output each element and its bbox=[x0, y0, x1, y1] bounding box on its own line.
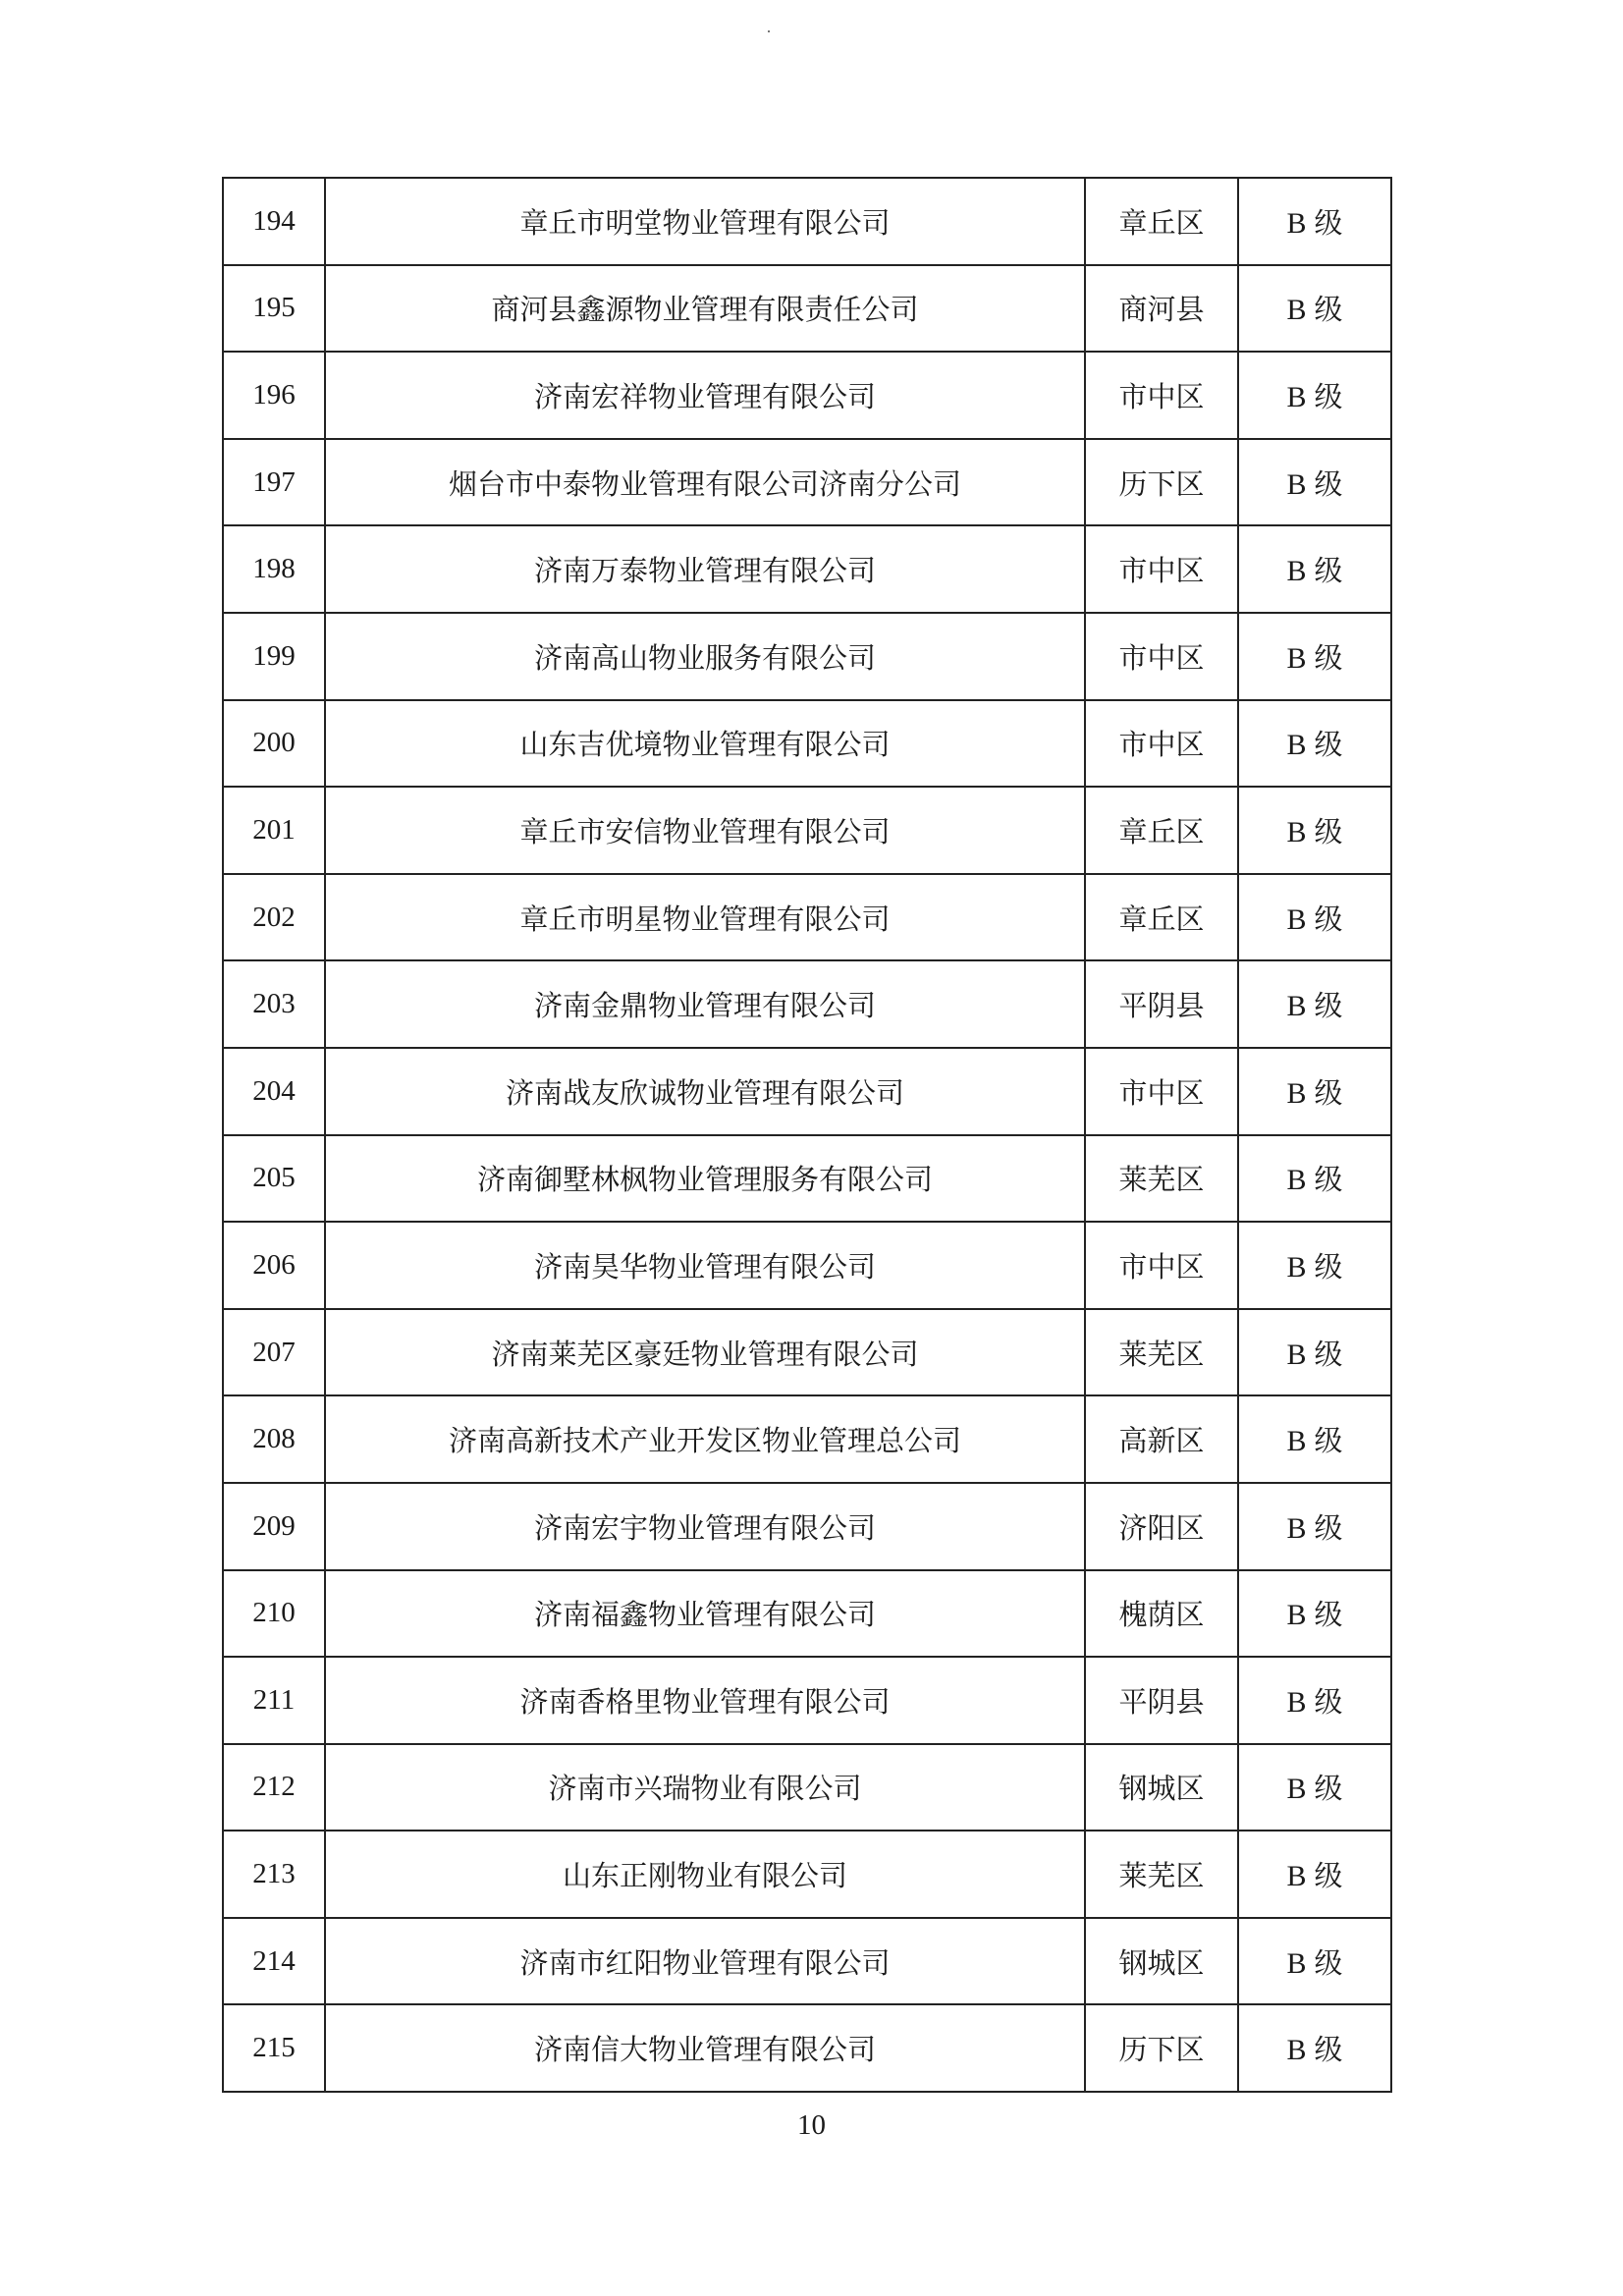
district: 平阴县 bbox=[1085, 960, 1238, 1048]
grade-suffix: 级 bbox=[1314, 1075, 1343, 1110]
grade-letter: B bbox=[1286, 1511, 1307, 1545]
grade-letter: B bbox=[1286, 1164, 1307, 1197]
grade bbox=[1238, 700, 1391, 788]
grade-suffix: 级 bbox=[1314, 379, 1343, 413]
grade-suffix: 级 bbox=[1314, 466, 1343, 501]
row-number: 208 bbox=[223, 1395, 325, 1483]
grade-suffix: 级 bbox=[1314, 902, 1343, 936]
grade-suffix: 级 bbox=[1314, 1772, 1343, 1806]
grade bbox=[1238, 1744, 1391, 1831]
district: 市中区 bbox=[1085, 525, 1238, 613]
grade-suffix: 级 bbox=[1314, 640, 1343, 675]
company-name: 山东正刚物业有限公司 bbox=[325, 1831, 1085, 1918]
table-row bbox=[223, 1048, 1391, 1135]
grade bbox=[1238, 2004, 1391, 2092]
table-row bbox=[223, 787, 1391, 874]
grade bbox=[1238, 525, 1391, 613]
grade-suffix: 级 bbox=[1314, 814, 1343, 848]
row-number: 196 bbox=[223, 352, 325, 439]
row-number: 199 bbox=[223, 613, 325, 700]
district: 章丘区 bbox=[1085, 178, 1238, 265]
table-row bbox=[223, 265, 1391, 353]
row-number: 195 bbox=[223, 265, 325, 353]
grade bbox=[1238, 178, 1391, 265]
table-row bbox=[223, 1135, 1391, 1223]
grade-suffix: 级 bbox=[1314, 205, 1343, 240]
district: 莱芜区 bbox=[1085, 1309, 1238, 1396]
district: 济阳区 bbox=[1085, 1483, 1238, 1570]
grade-suffix: 级 bbox=[1314, 554, 1343, 588]
company-name: 济南金鼎物业管理有限公司 bbox=[325, 960, 1085, 1048]
grade-suffix: 级 bbox=[1314, 1337, 1343, 1371]
district: 莱芜区 bbox=[1085, 1831, 1238, 1918]
company-name: 济南高新技术产业开发区物业管理总公司 bbox=[325, 1395, 1085, 1483]
grade bbox=[1238, 613, 1391, 700]
grade-letter: B bbox=[1286, 467, 1307, 501]
scan-speck bbox=[768, 30, 770, 32]
row-number: 198 bbox=[223, 525, 325, 613]
district: 商河县 bbox=[1085, 265, 1238, 353]
grade-letter: B bbox=[1286, 555, 1307, 588]
grade bbox=[1238, 1483, 1391, 1570]
table-body bbox=[223, 178, 1391, 2092]
grade-letter: B bbox=[1286, 1685, 1307, 1719]
row-number: 200 bbox=[223, 700, 325, 788]
page-number: 10 bbox=[797, 2109, 826, 2141]
district: 高新区 bbox=[1085, 1395, 1238, 1483]
row-number: 203 bbox=[223, 960, 325, 1048]
district: 历下区 bbox=[1085, 439, 1238, 526]
table-row bbox=[223, 1483, 1391, 1570]
grade bbox=[1238, 874, 1391, 961]
grade-letter: B bbox=[1286, 1338, 1307, 1371]
grade bbox=[1238, 1918, 1391, 2005]
grade-suffix: 级 bbox=[1314, 989, 1343, 1023]
table-row bbox=[223, 1657, 1391, 1744]
company-name: 章丘市明星物业管理有限公司 bbox=[325, 874, 1085, 961]
company-name: 商河县鑫源物业管理有限责任公司 bbox=[325, 265, 1085, 353]
table-row bbox=[223, 2004, 1391, 2092]
table-row bbox=[223, 613, 1391, 700]
company-name: 章丘市安信物业管理有限公司 bbox=[325, 787, 1085, 874]
district: 钢城区 bbox=[1085, 1744, 1238, 1831]
grade bbox=[1238, 1570, 1391, 1658]
company-name: 济南万泰物业管理有限公司 bbox=[325, 525, 1085, 613]
row-number: 197 bbox=[223, 439, 325, 526]
grade-letter: B bbox=[1286, 990, 1307, 1023]
table-row bbox=[223, 525, 1391, 613]
district: 历下区 bbox=[1085, 2004, 1238, 2092]
grade-letter: B bbox=[1286, 294, 1307, 327]
table-row bbox=[223, 1831, 1391, 1918]
company-name: 山东吉优境物业管理有限公司 bbox=[325, 700, 1085, 788]
company-name: 烟台市中泰物业管理有限公司济南分公司 bbox=[325, 439, 1085, 526]
grade-letter: B bbox=[1286, 815, 1307, 848]
table-row bbox=[223, 352, 1391, 439]
company-name: 济南高山物业服务有限公司 bbox=[325, 613, 1085, 700]
grade-letter: B bbox=[1286, 1860, 1307, 1893]
table-row bbox=[223, 1918, 1391, 2005]
district: 市中区 bbox=[1085, 700, 1238, 788]
district: 市中区 bbox=[1085, 1222, 1238, 1309]
row-number: 212 bbox=[223, 1744, 325, 1831]
grade-letter: B bbox=[1286, 380, 1307, 413]
grade-suffix: 级 bbox=[1314, 1859, 1343, 1893]
company-name: 济南市兴瑞物业有限公司 bbox=[325, 1744, 1085, 1831]
company-name: 济南香格里物业管理有限公司 bbox=[325, 1657, 1085, 1744]
company-name: 章丘市明堂物业管理有限公司 bbox=[325, 178, 1085, 265]
table-row bbox=[223, 874, 1391, 961]
grade bbox=[1238, 1395, 1391, 1483]
district: 莱芜区 bbox=[1085, 1135, 1238, 1223]
row-number: 215 bbox=[223, 2004, 325, 2092]
row-number: 213 bbox=[223, 1831, 325, 1918]
table-row bbox=[223, 439, 1391, 526]
row-number: 214 bbox=[223, 1918, 325, 2005]
row-number: 207 bbox=[223, 1309, 325, 1396]
row-number: 206 bbox=[223, 1222, 325, 1309]
grade-letter: B bbox=[1286, 206, 1307, 240]
table-row bbox=[223, 1309, 1391, 1396]
table-row bbox=[223, 178, 1391, 265]
district: 槐荫区 bbox=[1085, 1570, 1238, 1658]
row-number: 210 bbox=[223, 1570, 325, 1658]
company-name: 济南宏祥物业管理有限公司 bbox=[325, 352, 1085, 439]
table-row bbox=[223, 1395, 1391, 1483]
grade-suffix: 级 bbox=[1314, 1510, 1343, 1545]
district: 章丘区 bbox=[1085, 874, 1238, 961]
grade-letter: B bbox=[1286, 729, 1307, 762]
grade-letter: B bbox=[1286, 1425, 1307, 1458]
table-row bbox=[223, 1570, 1391, 1658]
company-rating-table bbox=[222, 177, 1392, 2093]
grade bbox=[1238, 960, 1391, 1048]
grade-suffix: 级 bbox=[1314, 2033, 1343, 2067]
grade-letter: B bbox=[1286, 1076, 1307, 1110]
grade-suffix: 级 bbox=[1314, 1424, 1343, 1458]
company-name: 济南御墅林枫物业管理服务有限公司 bbox=[325, 1135, 1085, 1223]
table-row bbox=[223, 1222, 1391, 1309]
grade bbox=[1238, 1657, 1391, 1744]
grade-suffix: 级 bbox=[1314, 1249, 1343, 1284]
grade bbox=[1238, 787, 1391, 874]
grade-suffix: 级 bbox=[1314, 1598, 1343, 1632]
company-name: 济南昊华物业管理有限公司 bbox=[325, 1222, 1085, 1309]
row-number: 202 bbox=[223, 874, 325, 961]
grade bbox=[1238, 439, 1391, 526]
grade-suffix: 级 bbox=[1314, 728, 1343, 762]
row-number: 211 bbox=[223, 1657, 325, 1744]
grade bbox=[1238, 265, 1391, 353]
grade-letter: B bbox=[1286, 1946, 1307, 1980]
district: 市中区 bbox=[1085, 1048, 1238, 1135]
row-number: 209 bbox=[223, 1483, 325, 1570]
company-name: 济南信大物业管理有限公司 bbox=[325, 2004, 1085, 2092]
company-name: 济南福鑫物业管理有限公司 bbox=[325, 1570, 1085, 1658]
grade bbox=[1238, 1048, 1391, 1135]
row-number: 205 bbox=[223, 1135, 325, 1223]
grade bbox=[1238, 1309, 1391, 1396]
grade bbox=[1238, 1222, 1391, 1309]
company-name: 济南宏宇物业管理有限公司 bbox=[325, 1483, 1085, 1570]
grade-letter: B bbox=[1286, 1250, 1307, 1284]
district: 平阴县 bbox=[1085, 1657, 1238, 1744]
table-row bbox=[223, 960, 1391, 1048]
grade bbox=[1238, 1135, 1391, 1223]
grade-letter: B bbox=[1286, 902, 1307, 936]
grade-suffix: 级 bbox=[1314, 1163, 1343, 1197]
grade bbox=[1238, 1831, 1391, 1918]
row-number: 204 bbox=[223, 1048, 325, 1135]
grade-letter: B bbox=[1286, 1599, 1307, 1632]
grade-letter: B bbox=[1286, 641, 1307, 675]
company-name: 济南莱芜区豪廷物业管理有限公司 bbox=[325, 1309, 1085, 1396]
district: 市中区 bbox=[1085, 352, 1238, 439]
grade-letter: B bbox=[1286, 1773, 1307, 1806]
grade-suffix: 级 bbox=[1314, 1945, 1343, 1980]
row-number: 201 bbox=[223, 787, 325, 874]
district: 章丘区 bbox=[1085, 787, 1238, 874]
district: 钢城区 bbox=[1085, 1918, 1238, 2005]
grade bbox=[1238, 352, 1391, 439]
company-name: 济南市红阳物业管理有限公司 bbox=[325, 1918, 1085, 2005]
table-row bbox=[223, 1744, 1391, 1831]
grade-suffix: 级 bbox=[1314, 293, 1343, 327]
company-name: 济南战友欣诚物业管理有限公司 bbox=[325, 1048, 1085, 1135]
district: 市中区 bbox=[1085, 613, 1238, 700]
grade-letter: B bbox=[1286, 2034, 1307, 2067]
table-row bbox=[223, 700, 1391, 788]
grade-suffix: 级 bbox=[1314, 1684, 1343, 1719]
row-number: 194 bbox=[223, 178, 325, 265]
